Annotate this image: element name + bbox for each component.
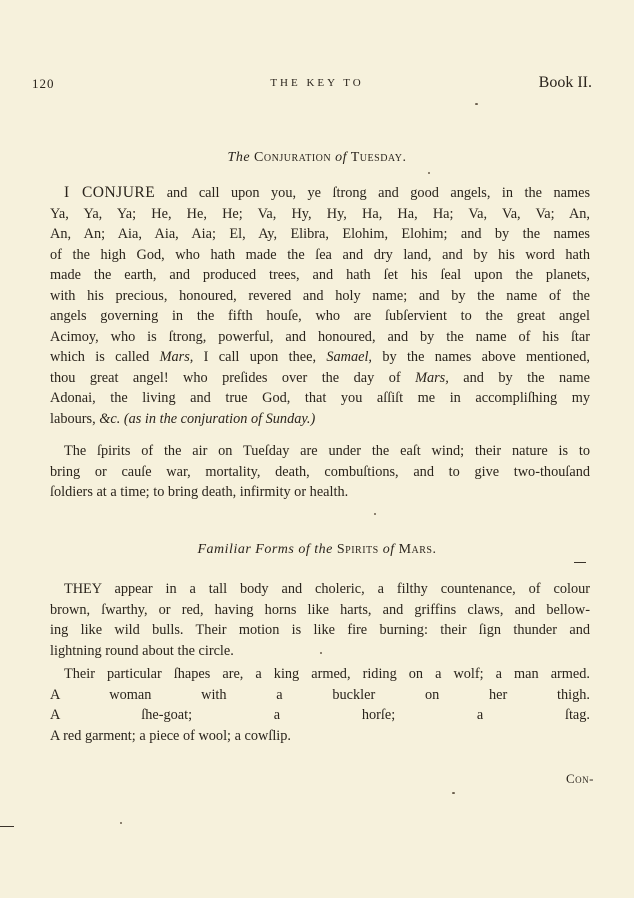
- text-line: [50, 265, 590, 286]
- text-line: [50, 462, 590, 483]
- book-label: Book II.: [538, 74, 592, 91]
- text-run: &c. (as in the conjuration of Sunday.): [99, 410, 316, 427]
- text-line: [50, 409, 590, 430]
- text-line: [50, 368, 590, 389]
- text-line: [50, 183, 590, 204]
- text-run: Ya, Ya, Ya; He, He, He; Va, Hy, Hy, Ha, Ha, Ha; Va, Va, Va; An,: [50, 205, 590, 222]
- text-run: thou great angel! who preſides over the day of: [50, 369, 416, 386]
- text-run: A woman with a buckler on her thigh.: [50, 686, 590, 703]
- text-run: I call upon thee,: [193, 349, 327, 365]
- text-run: ing like wild bulls. Their motion is like fire burning: their ſign thunder and: [50, 622, 590, 638]
- running-title: THE KEY TO: [270, 77, 364, 89]
- text-run: by the names above mentioned,: [372, 349, 590, 365]
- text-line: [50, 204, 590, 225]
- paper-speck: [120, 822, 122, 824]
- text-line: [50, 347, 590, 368]
- section-heading-conjuration-tuesday: [0, 150, 634, 166]
- heading-part: The: [227, 150, 251, 165]
- paper-speck: [452, 792, 455, 794]
- text-line: [50, 245, 590, 266]
- text-run: Acimoy, who is ſtrong, powerful, and honoured, and by the name of his ſtar: [50, 328, 590, 345]
- paper-speck: [428, 172, 430, 174]
- text-line: [50, 224, 590, 245]
- printer-mark: [574, 562, 586, 563]
- text-run: and call upon you, ye ſtrong and good angels, in the names: [155, 185, 591, 201]
- text-run: An, An; Aia, Aia, Aia; El, Ay, Elibra, Elohim, Elohim; and by the names: [50, 226, 590, 242]
- spirits-paragraph: [50, 441, 590, 503]
- section-heading-familiar-forms: [0, 542, 634, 558]
- text-line: [50, 705, 590, 726]
- page-number: 120: [32, 76, 55, 91]
- text-run: ſoldiers at a time; to bring death, infirmity or health.: [50, 484, 349, 500]
- heading-part: Conjuration: [250, 150, 336, 165]
- text-run: and by the name: [448, 369, 590, 386]
- shapes-paragraph: [50, 664, 590, 746]
- text-line: [50, 482, 590, 503]
- printer-mark: [0, 826, 14, 827]
- text-line: [50, 579, 590, 600]
- text-run: lightning round about the circle.: [50, 642, 234, 659]
- text-run: of the high God, who hath made the ſea and dry land, and by his word hath: [50, 246, 590, 263]
- text-line: [50, 306, 590, 327]
- text-line: [50, 664, 590, 685]
- page-header: [0, 76, 634, 96]
- text-line: [50, 726, 590, 747]
- text-run: I CONJURE: [64, 184, 156, 201]
- text-run: THEY appear in a tall body and choleric, a filthy countenance, of colour: [64, 581, 590, 597]
- conjuration-paragraph: [50, 183, 590, 429]
- heading-part: Spirits: [332, 542, 383, 557]
- text-run: Adonai, the living and true God, that you aſſiſt me in accompliſhing my: [50, 390, 590, 406]
- text-line: [50, 620, 590, 641]
- text-line: [50, 327, 590, 348]
- text-line: [50, 641, 590, 662]
- text-run: bring or cauſe war, mortality, death, combuſtions, and to give two-thouſand: [50, 463, 590, 480]
- text-run: A red garment; a piece of wool; a cowſlip.: [50, 727, 291, 744]
- text-run: with his precious, honoured, revered and holy name; and by the name of the: [50, 287, 590, 304]
- text-run: Samael,: [326, 349, 373, 365]
- text-line: [50, 388, 590, 409]
- text-run: Mars,: [159, 349, 194, 365]
- text-run: labours,: [50, 410, 100, 427]
- heading-part: Tuesday.: [347, 150, 407, 165]
- heading-part: Familiar Forms of the: [197, 542, 333, 557]
- text-line: [50, 286, 590, 307]
- description-paragraph: [50, 579, 590, 661]
- heading-part: of: [382, 542, 395, 557]
- text-run: which is called: [50, 349, 160, 365]
- text-line: [50, 441, 590, 462]
- text-run: made the earth, and produced trees, and hath ſet his ſeal upon the planets,: [50, 267, 590, 283]
- text-run: A ſhe-goat; a horſe; a ſtag.: [50, 707, 590, 723]
- catchword: Con-: [566, 771, 594, 786]
- text-run: brown, ſwarthy, or red, having horns like harts, and griffins claws, and bellow-: [50, 601, 590, 618]
- text-line: [50, 600, 590, 621]
- text-run: angels governing in the fifth houſe, who are ſubſervient to the great angel: [50, 308, 590, 324]
- text-run: Their particular ſhapes are, a king armed, riding on a wolf; a man armed.: [64, 666, 590, 682]
- text-run: The ſpirits of the air on Tueſday are under the eaſt wind; their nature is to: [64, 443, 590, 459]
- paper-speck: [475, 103, 478, 105]
- paper-speck: [320, 652, 322, 654]
- heading-part: of: [335, 150, 347, 165]
- paper-speck: [374, 513, 376, 515]
- text-line: [50, 685, 590, 706]
- text-run: Mars,: [415, 369, 449, 386]
- heading-part: Mars.: [394, 542, 437, 557]
